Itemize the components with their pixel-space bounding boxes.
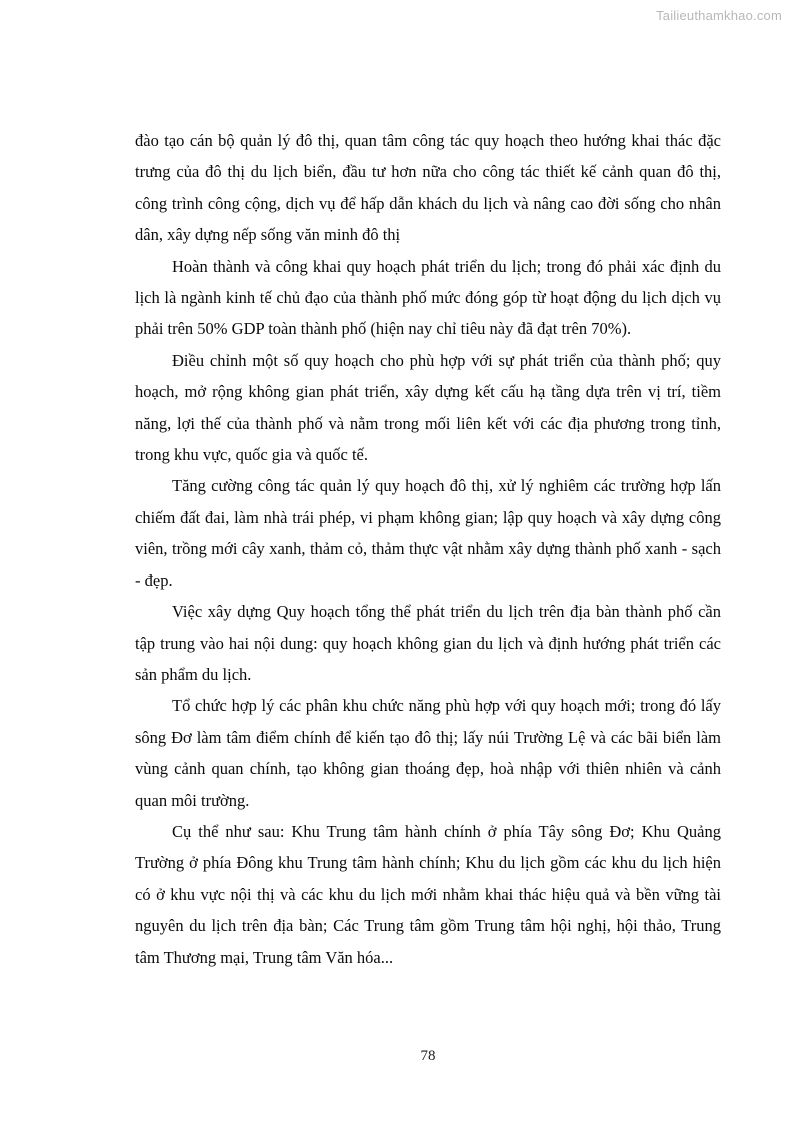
paragraph: Tổ chức hợp lý các phân khu chức năng phù hợp với quy hoạch mới; trong đó lấy sông Đơ làm tâm điểm chính để kiến tạo đô thị; lấy núi Trường Lệ và các bãi biển làm vùng cảnh quan chính, tạo không gian thoáng đẹp, hoà nhập với thiên nhiên và cảnh quan môi trường.	[135, 696, 721, 810]
paragraph: Việc xây dựng Quy hoạch tổng thể phát triển du lịch trên địa bàn thành phố cần tập trung vào hai nội dung: quy hoạch không gian du lịch và định hướng phát triển các sản phẩm du lịch.	[135, 602, 721, 684]
paragraph: Tăng cường công tác quản lý quy hoạch đô thị, xử lý nghiêm các trường hợp lấn chiếm đất đai, làm nhà trái phép, vi phạm không gian; lập quy hoạch và xây dựng công viên, trồng mới cây xanh, thảm cỏ, thảm thực vật nhằm xây dựng thành phố xanh - sạch - đẹp.	[135, 476, 721, 590]
paragraph: Hoàn thành và công khai quy hoạch phát triển du lịch; trong đó phải xác định du lịch là ngành kinh tế chủ đạo của thành phố mức đóng góp từ hoạt động du lịch dịch vụ phải trên 50% GDP toàn thành phố (hiện nay chỉ tiêu này đã đạt trên 70%).	[135, 256, 721, 339]
page-number: 78	[420, 1048, 436, 1064]
paragraph: Điều chỉnh một số quy hoạch cho phù hợp với sự phát triển của thành phố; quy hoạch, mở rộng không gian phát triển, xây dựng kết cấu hạ tầng dựa trên vị trí, tiềm năng, lợi thế của thành phố và nằm trong mối liên kết với các địa phương trong tỉnh, trong khu vực, quốc gia và quốc tế.	[135, 350, 721, 465]
watermark-text: Tailieuthamkhao.com	[656, 8, 782, 23]
document-body	[135, 125, 721, 973]
paragraph-continuation: đào tạo cán bộ quản lý đô thị, quan tâm công tác quy hoạch theo hướng khai thác đặc trưng của đô thị du lịch biển, đầu tư hơn nữa cho công tác thiết kế cảnh quan đô thị, công trình công cộng, dịch vụ để hấp dẫn khách du lịch và nâng cao đời sống cho nhân dân, xây dựng nếp sống văn minh đô thị	[135, 131, 721, 245]
paragraph: Cụ thể như sau: Khu Trung tâm hành chính ở phía Tây sông Đơ; Khu Quảng Trường ở phía Đông khu Trung tâm hành chính; Khu du lịch gồm các khu du lịch hiện có ở khu vực nội thị và các khu du lịch mới nhằm khai thác hiệu quả và bền vững tài nguyên du lịch trên địa bàn; Các Trung tâm gồm Trung tâm hội nghị, hội thảo, Trung tâm Thương mại, Trung tâm Văn hóa...	[135, 821, 721, 967]
